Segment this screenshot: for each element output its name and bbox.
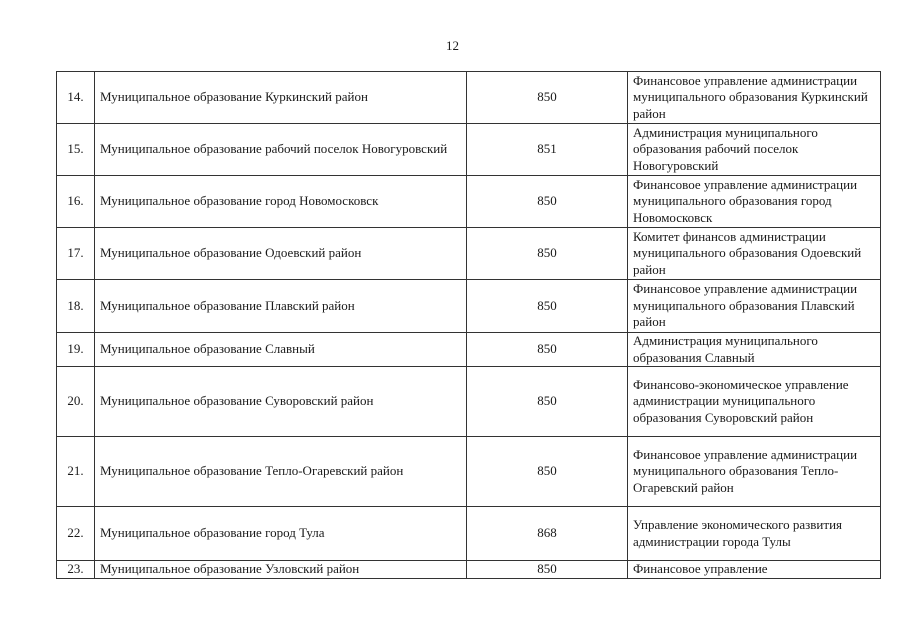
table-row [57, 507, 881, 561]
row-number: 22. [57, 507, 95, 561]
municipality-name: Муниципальное образование рабочий поселок Новогуровский [95, 124, 467, 176]
row-number: 23. [57, 561, 95, 579]
row-number: 19. [57, 333, 95, 367]
table-row [57, 333, 881, 367]
admin-code: 851 [467, 124, 628, 176]
municipality-name: Муниципальное образование Тепло-Огаревский район [95, 437, 467, 507]
table-row [57, 124, 881, 176]
administrator-name: Финансовое управление администрации муниципального образования Плавский район [628, 280, 881, 333]
municipality-name: Муниципальное образование Плавский район [95, 280, 467, 333]
administrator-name: Финансово-экономическое управление администрации муниципального образования Суворовский район [628, 367, 881, 437]
admin-code: 850 [467, 72, 628, 124]
row-number: 14. [57, 72, 95, 124]
administrator-name: Финансовое управление администрации муниципального образования город Новомосковск [628, 176, 881, 228]
table-row [57, 561, 881, 579]
admin-code: 850 [467, 280, 628, 333]
admin-code: 868 [467, 507, 628, 561]
row-number: 21. [57, 437, 95, 507]
table-row [57, 280, 881, 333]
row-number: 17. [57, 228, 95, 280]
table-row [57, 176, 881, 228]
municipality-name: Муниципальное образование Славный [95, 333, 467, 367]
admin-code: 850 [467, 561, 628, 579]
administrator-name: Администрация муниципального образования Славный [628, 333, 881, 367]
row-number: 20. [57, 367, 95, 437]
page-number: 12 [446, 38, 459, 53]
row-number: 15. [57, 124, 95, 176]
admin-code: 850 [467, 176, 628, 228]
municipality-name: Муниципальное образование город Тула [95, 507, 467, 561]
administrator-name: Комитет финансов администрации муниципального образования Одоевский район [628, 228, 881, 280]
municipality-name: Муниципальное образование Узловский район [95, 561, 467, 579]
municipality-name: Муниципальное образование Куркинский район [95, 72, 467, 124]
admin-code: 850 [467, 228, 628, 280]
municipality-name: Муниципальное образование Одоевский район [95, 228, 467, 280]
row-number: 16. [57, 176, 95, 228]
administrator-name: Финансовое управление администрации муниципального образования Куркинский район [628, 72, 881, 124]
administrator-name: Управление экономического развития администрации города Тулы [628, 507, 881, 561]
municipal-table [56, 71, 881, 579]
table-row [57, 437, 881, 507]
administrator-name: Финансовое управление [628, 561, 881, 579]
admin-code: 850 [467, 437, 628, 507]
table-row [57, 367, 881, 437]
admin-code: 850 [467, 367, 628, 437]
administrator-name: Финансовое управление администрации муниципального образования Тепло-Огаревский район [628, 437, 881, 507]
municipality-name: Муниципальное образование город Новомосковск [95, 176, 467, 228]
administrator-name: Администрация муниципального образования рабочий поселок Новогуровский [628, 124, 881, 176]
municipality-name: Муниципальное образование Суворовский район [95, 367, 467, 437]
table-row [57, 228, 881, 280]
admin-code: 850 [467, 333, 628, 367]
row-number: 18. [57, 280, 95, 333]
table-row [57, 72, 881, 124]
